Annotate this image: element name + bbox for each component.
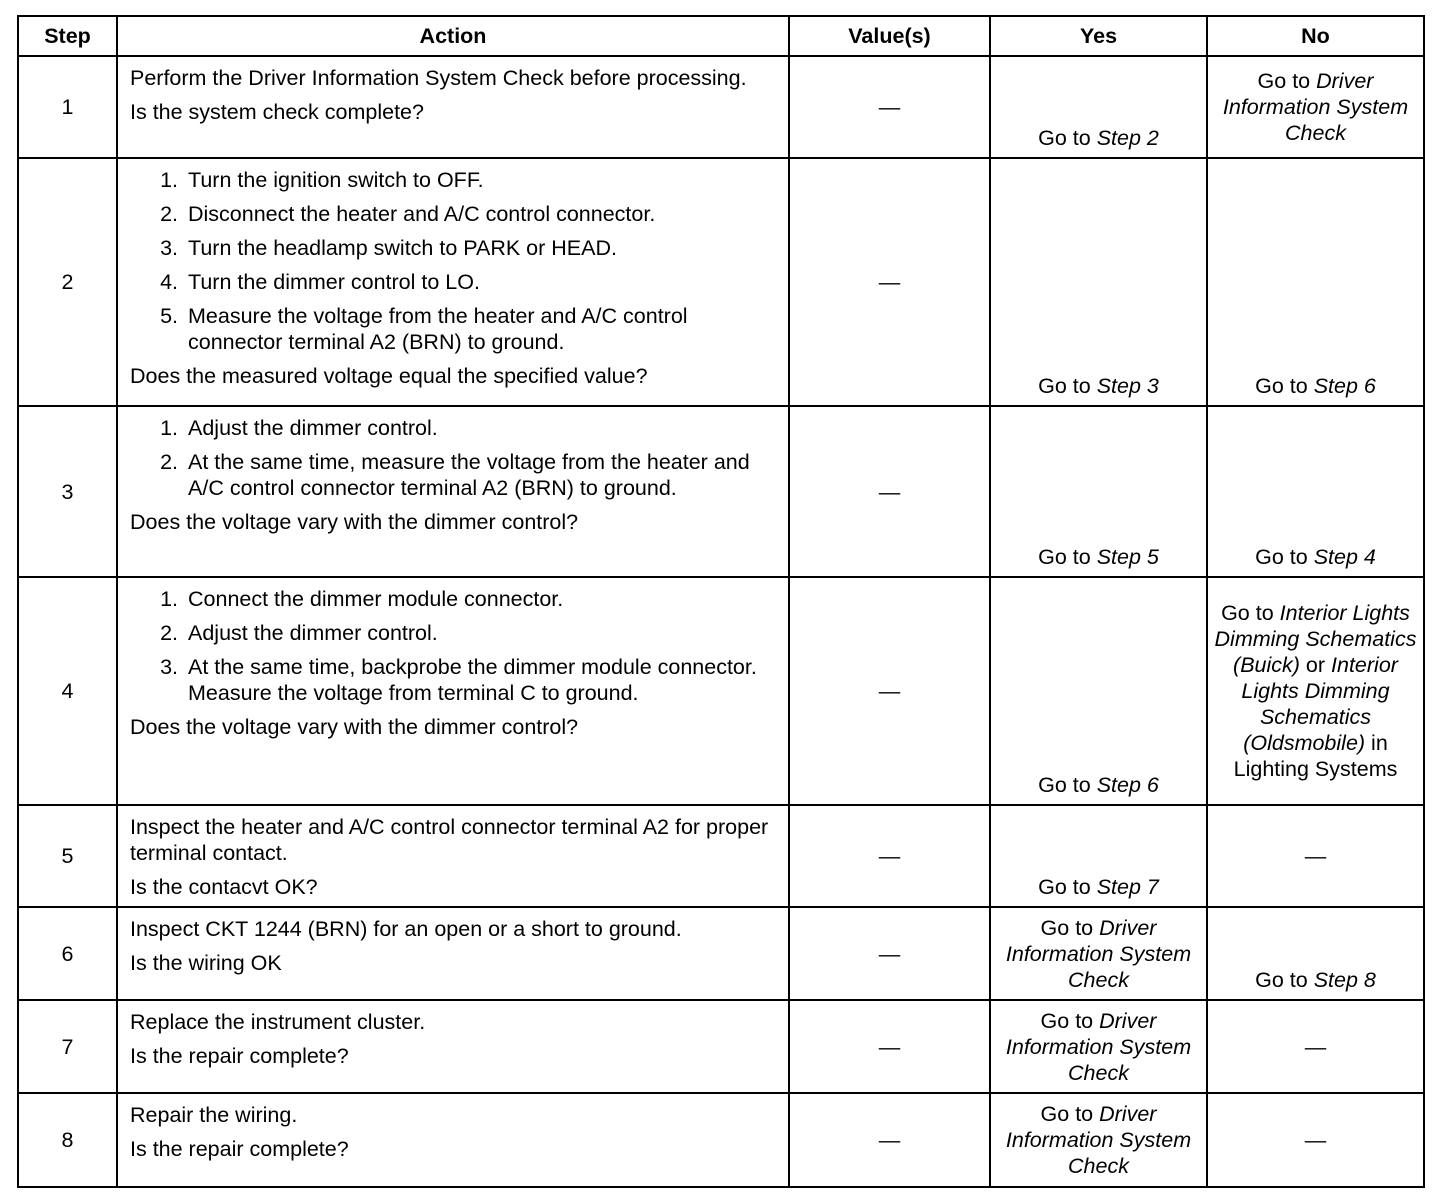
header-step: Step <box>18 16 117 56</box>
value-cell: — <box>789 1093 990 1187</box>
table-row <box>18 907 1424 1000</box>
yes-cell <box>990 907 1207 1000</box>
action-intro: Inspect the heater and A/C control connector terminal A2 for proper terminal contact. <box>130 815 769 865</box>
action-steps <box>130 167 776 355</box>
yes-ref: Driver Information System Check <box>1005 1102 1192 1178</box>
yes-prefix: Go to <box>1040 1008 1100 1033</box>
table-row <box>18 577 1424 805</box>
action-cell <box>117 1000 789 1093</box>
value-cell: — <box>789 805 990 907</box>
yes-cell <box>990 406 1207 577</box>
no-cell <box>1207 158 1424 406</box>
no-cell: — <box>1207 1000 1424 1093</box>
value-cell: — <box>789 158 990 406</box>
step-number: 3 <box>18 406 117 577</box>
no-cell: — <box>1207 1093 1424 1187</box>
action-question: Is the repair complete? <box>130 1137 349 1161</box>
step-number: 4 <box>18 577 117 805</box>
no-suffix: in Lighting Systems <box>1233 731 1398 781</box>
yes-cell <box>990 805 1207 907</box>
action-step: 3. At the same time, backprobe the dimmer module connector. Measure the voltage from terminal C to ground. <box>184 654 776 706</box>
yes-cell <box>990 1000 1207 1093</box>
header-row <box>18 16 1424 56</box>
no-cell: — <box>1207 805 1424 907</box>
action-steps <box>130 415 776 501</box>
value-cell: — <box>789 907 990 1000</box>
action-step: 2. Adjust the dimmer control. <box>184 620 776 646</box>
step-number: 1 <box>18 56 117 158</box>
step-number: 2 <box>18 158 117 406</box>
yes-ref: Step 5 <box>1096 545 1159 569</box>
table-row <box>18 158 1424 406</box>
action-question: Is the wiring OK <box>130 951 282 975</box>
action-step: 1. Adjust the dimmer control. <box>184 415 776 441</box>
header-yes: Yes <box>990 16 1207 56</box>
action-question: Does the voltage vary with the dimmer control? <box>130 715 579 739</box>
yes-cell <box>990 577 1207 805</box>
action-step: 2. Disconnect the heater and A/C control connector. <box>184 201 776 227</box>
value-cell: — <box>789 406 990 577</box>
action-step: 2. At the same time, measure the voltage from the heater and A/C control connector terminal A2 (BRN) to ground. <box>184 449 776 501</box>
yes-ref: Driver Information System Check <box>1005 1008 1192 1085</box>
yes-prefix: Go to <box>1038 126 1097 150</box>
value-cell: — <box>789 56 990 158</box>
yes-prefix: Go to <box>1040 1102 1100 1126</box>
no-cell <box>1207 406 1424 577</box>
action-intro: Inspect CKT 1244 (BRN) for an open or a short to ground. <box>130 917 682 941</box>
no-cell <box>1207 907 1424 1000</box>
action-step: 5. Measure the voltage from the heater and A/C control connector terminal A2 (BRN) to ground. <box>184 303 776 355</box>
action-question: Does the voltage vary with the dimmer control? <box>130 510 579 534</box>
yes-ref: Step 3 <box>1096 374 1159 398</box>
no-prefix: Go to <box>1255 374 1314 398</box>
no-cell <box>1207 56 1424 158</box>
yes-prefix: Go to <box>1038 773 1097 797</box>
action-cell <box>117 907 789 1000</box>
yes-ref: Step 7 <box>1096 875 1159 899</box>
no-ref: Step 8 <box>1313 968 1376 992</box>
yes-prefix: Go to <box>1038 875 1097 899</box>
no-ref2: Interior Lights Dimming Schematics (Oldsmobile) <box>1241 653 1398 755</box>
header-action: Action <box>117 16 789 56</box>
yes-prefix: Go to <box>1038 545 1097 569</box>
no-prefix: Go to <box>1257 69 1317 93</box>
step-number: 7 <box>18 1000 117 1093</box>
action-steps <box>130 586 776 706</box>
action-cell <box>117 577 789 805</box>
header-no: No <box>1207 16 1424 56</box>
step-number: 8 <box>18 1093 117 1187</box>
yes-cell <box>990 56 1207 158</box>
table-row <box>18 56 1424 158</box>
table-row <box>18 1093 1424 1187</box>
no-ref: Interior Lights Dimming Schematics (Buick) <box>1214 601 1417 677</box>
action-intro: Replace the instrument cluster. <box>130 1010 426 1034</box>
no-ref: Step 4 <box>1313 545 1376 569</box>
action-question: Is the system check complete? <box>130 100 424 124</box>
action-cell <box>117 1093 789 1187</box>
yes-cell <box>990 158 1207 406</box>
no-mid: or <box>1299 653 1332 677</box>
no-prefix: Go to <box>1255 968 1314 992</box>
yes-prefix: Go to <box>1038 374 1097 398</box>
action-intro: Perform the Driver Information System Check before processing. <box>130 66 747 90</box>
yes-cell <box>990 1093 1207 1187</box>
table-row <box>18 805 1424 907</box>
action-cell <box>117 56 789 158</box>
value-cell: — <box>789 577 990 805</box>
action-step: 4. Turn the dimmer control to LO. <box>184 269 776 295</box>
diagnostic-table <box>17 15 1425 1188</box>
action-question: Is the contacvt OK? <box>130 875 318 899</box>
no-ref: Driver Information System Check <box>1222 69 1409 145</box>
step-number: 6 <box>18 907 117 1000</box>
header-values: Value(s) <box>789 16 990 56</box>
no-cell <box>1207 577 1424 805</box>
step-number: 5 <box>18 805 117 907</box>
action-step: 3. Turn the headlamp switch to PARK or HEAD. <box>184 235 776 261</box>
yes-ref: Driver Information System Check <box>1005 915 1192 992</box>
yes-prefix: Go to <box>1040 915 1100 940</box>
table-row <box>18 406 1424 577</box>
action-question: Does the measured voltage equal the specified value? <box>130 364 648 388</box>
table-row <box>18 1000 1424 1093</box>
value-cell: — <box>789 1000 990 1093</box>
action-question: Is the repair complete? <box>130 1044 349 1068</box>
yes-ref: Step 2 <box>1096 126 1159 150</box>
action-cell <box>117 406 789 577</box>
no-prefix: Go to <box>1221 601 1280 625</box>
action-step: 1. Connect the dimmer module connector. <box>184 586 776 612</box>
yes-ref: Step 6 <box>1096 773 1159 797</box>
no-prefix: Go to <box>1255 545 1314 569</box>
action-cell <box>117 805 789 907</box>
no-ref: Step 6 <box>1313 374 1376 398</box>
action-cell <box>117 158 789 406</box>
action-step: 1. Turn the ignition switch to OFF. <box>184 167 776 193</box>
action-intro: Repair the wiring. <box>130 1103 298 1127</box>
